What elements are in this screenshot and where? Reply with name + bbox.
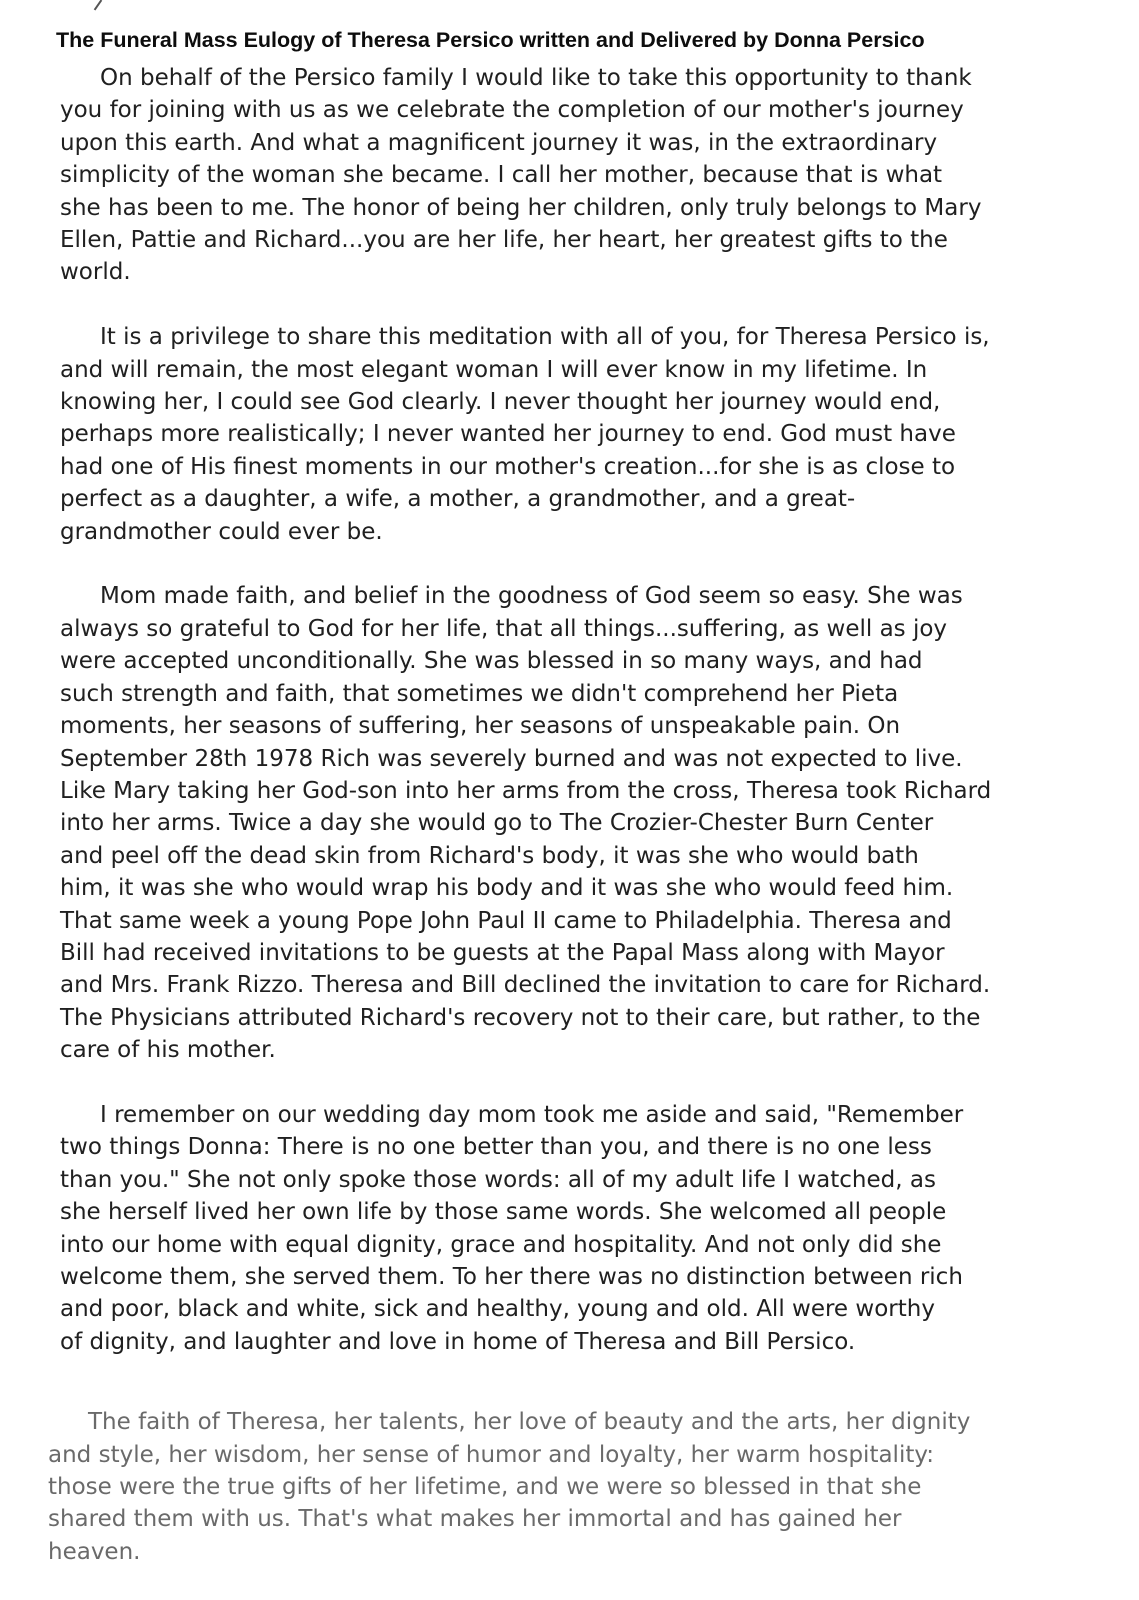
text-line: and will remain, the most elegant woman I will ever know in my lifetime. In — [60, 356, 928, 383]
text-line: On behalf of the Persico family I would like to take this opportunity to thank — [100, 65, 972, 91]
text-line: Mom made faith, and belief in the goodness of God seem so easy. She was — [100, 583, 963, 610]
text-line: moments, her seasons of suffering, her seasons of unspeakable pain. On — [60, 713, 901, 740]
paragraph-1 — [60, 62, 1100, 289]
text-line: two things Donna: There is no one better than you, and there is no one less — [60, 1134, 932, 1161]
text-line: of dignity, and laughter and love in home of Theresa and Bill Persico. — [60, 1328, 856, 1355]
text-line: perhaps more realistically; I never wanted her journey to end. God must have — [60, 421, 956, 448]
text-line: into our home with equal dignity, grace and hospitality. And not only did she — [60, 1231, 942, 1258]
text-line: and peel off the dead skin from Richard's body, it was she who would bath — [60, 842, 919, 869]
text-line: I remember on our wedding day mom took me aside and said, "Remember — [100, 1101, 964, 1128]
text-line: and poor, black and white, sick and healthy, young and old. All were worthy — [60, 1296, 935, 1323]
paragraph-3 — [60, 580, 1100, 1066]
text-line: those were the true gifts of her lifetime, and we were so blessed in that she — [48, 1474, 922, 1501]
text-line: such strength and faith, that sometimes we didn't comprehend her Pieta — [60, 680, 899, 707]
text-line: Ellen, Pattie and Richard...you are her life, her heart, her greatest gifts to the — [60, 227, 948, 254]
text-line: welcome them, she served them. To her there was no distinction between rich — [60, 1263, 963, 1290]
text-line: always so grateful to God for her life, that all things...suffering, as well as joy — [60, 615, 948, 642]
text-line: shared them with us. That's what makes her immortal and has gained her — [48, 1506, 902, 1533]
text-line: you for joining with us as we celebrate the completion of our mother's journey — [60, 97, 964, 124]
text-line: heaven. — [48, 1538, 141, 1565]
text-line: simplicity of the woman she became. I call her mother, because that is what — [60, 162, 943, 189]
paragraph-4 — [60, 1099, 1100, 1358]
pen-mark — [94, 0, 103, 10]
text-line: The Physicians attributed Richard's recovery not to their care, but rather, to the — [60, 1004, 981, 1031]
text-line: September 28th 1978 Rich was severely burned and was not expected to live. — [60, 745, 963, 772]
text-line: perfect as a daughter, a wife, a mother, a grandmother, and a great- — [60, 486, 856, 513]
eulogy-body — [48, 62, 1100, 1568]
paragraph-2 — [60, 321, 1100, 548]
text-line: care of his mother. — [60, 1037, 276, 1064]
text-line: The faith of Theresa, her talents, her love of beauty and the arts, her dignity — [88, 1409, 971, 1436]
text-line: into her arms. Twice a day she would go to The Crozier-Chester Burn Center — [60, 810, 934, 837]
document-title: The Funeral Mass Eulogy of Theresa Persico written and Delivered by Donna Persico — [56, 28, 925, 52]
paragraph-gap — [60, 1067, 1100, 1099]
text-line: she has been to me. The honor of being her children, only truly belongs to Mary — [60, 194, 982, 221]
text-line: had one of His finest moments in our mother's creation...for she is as close to — [60, 453, 956, 480]
text-line: world. — [60, 259, 131, 286]
text-line: him, it was she who would wrap his body and it was she who would feed him. — [60, 875, 954, 902]
text-line: That same week a young Pope John Paul II came to Philadelphia. Theresa and — [60, 907, 952, 934]
paragraph-5 — [48, 1406, 1100, 1568]
paragraph-gap — [60, 289, 1100, 321]
text-line: upon this earth. And what a magnificent journey it was, in the extraordinary — [60, 129, 938, 156]
text-line: grandmother could ever be. — [60, 518, 383, 545]
text-line: It is a privilege to share this meditation with all of you, for Theresa Persico is, — [100, 324, 990, 351]
text-line: and Mrs. Frank Rizzo. Theresa and Bill declined the invitation to care for Richard. — [60, 972, 991, 999]
text-line: and style, her wisdom, her sense of humor and loyalty, her warm hospitality: — [48, 1441, 935, 1468]
text-line: Like Mary taking her God-son into her arms from the cross, Theresa took Richard — [60, 777, 992, 804]
text-line: than you." She not only spoke those words: all of my adult life I watched, as — [60, 1166, 936, 1193]
paragraph-gap — [60, 548, 1100, 580]
text-line: Bill had received invitations to be guests at the Papal Mass along with Mayor — [60, 939, 945, 966]
paragraph-gap — [60, 1358, 1100, 1406]
text-line: knowing her, I could see God clearly. I never thought her journey would end, — [60, 389, 941, 416]
text-line: she herself lived her own life by those same words. She welcomed all people — [60, 1199, 947, 1226]
text-line: were accepted unconditionally. She was blessed in so many ways, and had — [60, 648, 923, 675]
